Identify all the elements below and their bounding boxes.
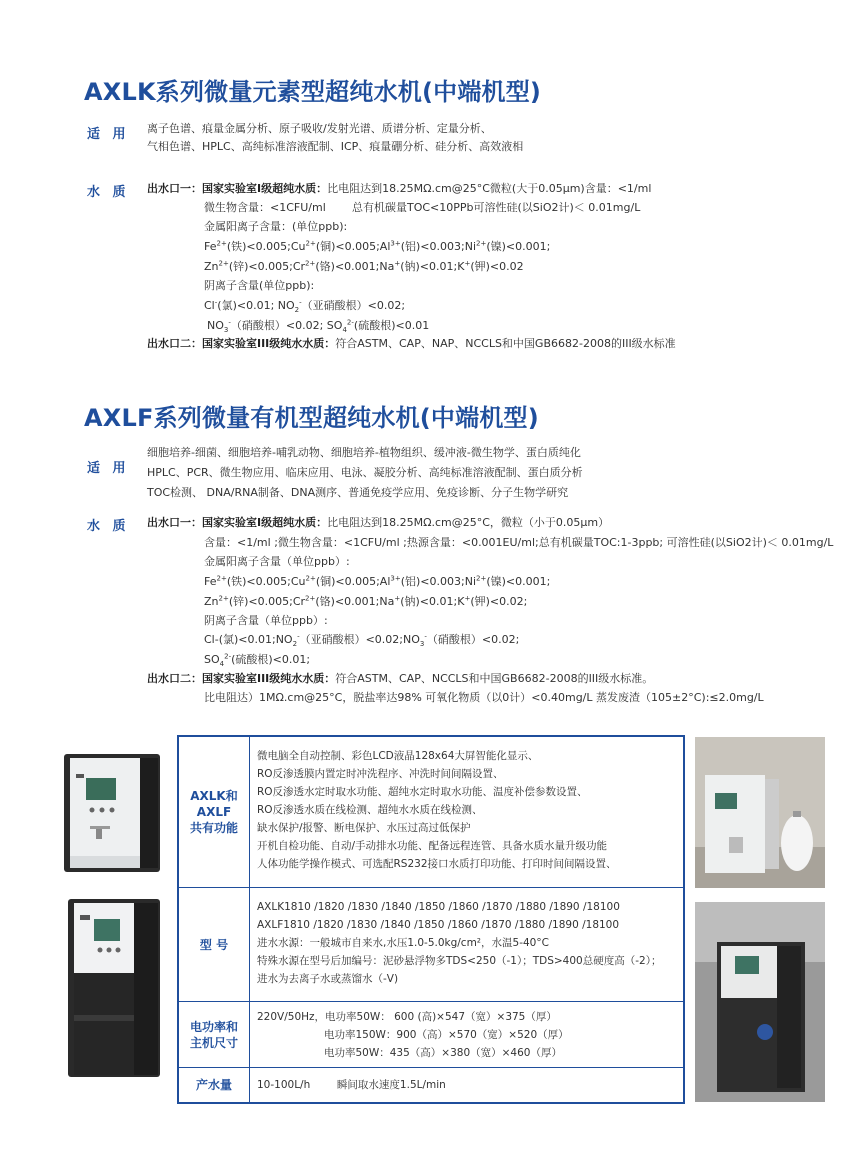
model-line: AXLF1810 /1820 /1830 /1840 /1850 /1860 /1870 /1880 /1890 /18100 bbox=[257, 919, 620, 931]
s1-outlet2 bbox=[147, 335, 676, 353]
installation-photo-top bbox=[695, 737, 825, 888]
s2-outlet2-text: 符合ASTM、CAP、NCCLS和中国GB6682-2008的III级水标准。 bbox=[335, 672, 654, 685]
installation-photo-bottom bbox=[695, 902, 825, 1102]
feature-line: 开机自检功能、自动/手动排水功能、配备远程连管、具备水质水量升级功能 bbox=[257, 840, 608, 852]
product-photo-large bbox=[62, 895, 168, 1080]
power-line: 电功率150W：900（高）×570（宽）×520（厚） bbox=[324, 1029, 569, 1041]
s1-apply-line-1: 离子色谱、痕量金属分析、原子吸收/发射光谱、质谱分析、定量分析、 bbox=[147, 122, 492, 135]
model-line: AXLK1810 /1820 /1830 /1840 /1850 /1860 /1870 /1880 /1890 /18100 bbox=[257, 901, 620, 913]
feature-line: 缺水保护/报警、断电保护、水压过高过低保护 bbox=[257, 822, 471, 834]
feature-line: 人体功能学操作模式、可选配RS232接口水质打印功能、打印时间间隔设置、 bbox=[257, 858, 617, 870]
feature-line: RO反渗透水质在线检测、超纯水水质在线检测、 bbox=[257, 804, 483, 816]
output-row bbox=[179, 1068, 683, 1102]
s2-metal-line-1: $Fe^{2+}$(铁)$<0.005;Cu^{2+}$(铜)$<0.005;Al^{3+}$(铝)$<0.003;Ni^{2+}$(镍)<0.001; bbox=[204, 574, 551, 588]
s2-anion-title: 阴离子含量（单位ppb）: bbox=[204, 614, 328, 627]
power-line: 电功率50W：435（高）×380（宽）×460（厚） bbox=[324, 1047, 562, 1059]
s2-outlet1-text: 比电阻达到18.25MΩ.cm@25°C，微粒（小于0.05μm） bbox=[327, 516, 610, 529]
product-photo-small bbox=[62, 748, 166, 878]
s1-outlet1 bbox=[147, 180, 651, 198]
features-label-line-3: 共有功能 bbox=[189, 821, 238, 835]
s2-anion-line-1: Cl-(氯)$<0.01;NO_2^-$（亚硝酸根）$<0.02;NO_3^-$（硝酸根）<0.02; bbox=[204, 632, 520, 649]
s1-toc: 总有机碳量TOC<10PPb可溶性硅(以SiO2计)＜ 0.01mg/L bbox=[352, 201, 641, 214]
model-line: 特殊水源在型号后加编号：泥砂悬浮物多TDS<250（-1）；TDS>400总硬度高（-2）； bbox=[257, 955, 662, 967]
spec-table bbox=[177, 735, 685, 1104]
features-label bbox=[179, 737, 250, 887]
s2-outlet1-label: 出水口一：国家实验室Ⅰ级超纯水质： bbox=[147, 516, 328, 529]
s2-apply-line-1: 细胞培养-细菌、细胞培养-哺乳动物、细胞培养-植物组织、缓冲液-微生物学、蛋白质纯化 bbox=[147, 446, 581, 459]
model-line: 进水水源：一般城市自来水,水压1.0-5.0kg/cm²，水温5-40°C bbox=[257, 937, 549, 949]
s2-apply-line-2: HPLC、PCR、微生物应用、临床应用、电泳、凝胶分析、高纯标准溶液配制、蛋白质分析 bbox=[147, 466, 583, 479]
features-label-line-1: AXLK和 bbox=[190, 789, 238, 803]
s1-metal-line-1: $Fe^{2+}$(铁)$<0.005;Cu^{2+}$(铜)$<0.005;Al^{3+}$(铝)$<0.003;Ni^{2+}$(镍)<0.001; bbox=[204, 239, 551, 253]
s2-anion-line-2: $SO_4^{2-}$(硫酸根)<0.01; bbox=[204, 652, 311, 669]
s1-apply-label: 适 用 bbox=[87, 127, 130, 142]
s2-outlet1 bbox=[147, 514, 609, 532]
s2-metal-line-2: $Zn^{2+}$(锌)$<0.005;Cr^{2+}$(铬)<0.001;Na+(钠)<0.01;K+(钾)<0.02; bbox=[204, 594, 528, 608]
s1-micro: 微生物含量：<1CFU/ml bbox=[204, 201, 326, 214]
s1-outlet2-label: 出水口二：国家实验室III级纯水水质： bbox=[147, 337, 336, 350]
section1-title: AXLK系列微量元素型超纯水机(中端机型) bbox=[84, 78, 542, 106]
s1-metal-line-2: $Zn^{2+}$(锌)$<0.005;Cr^{2+}$(铬)<0.001;Na+(钠)<0.01;K+(钾)<0.02 bbox=[204, 259, 524, 273]
power-label bbox=[179, 1002, 250, 1067]
s2-apply-label: 适 用 bbox=[87, 461, 130, 476]
s2-outlet2-line2: 比电阻达）1MΩ.cm@25°C，脱盐率达98% 可氧化物质（以0计）<0.40mg/L 蒸发废渣（105±2°C):≤2.0mg/L bbox=[204, 691, 764, 704]
features-label-line-2: AXLF bbox=[196, 805, 232, 819]
section2-title: AXLF系列微量有机型超纯水机(中端机型) bbox=[84, 404, 539, 432]
power-row bbox=[179, 1002, 683, 1068]
s1-outlet2-text: 符合ASTM、CAP、NAP、NCCLS和中国GB6682-2008的III级水标准 bbox=[335, 337, 676, 350]
feature-line: 微电脑全自动控制、彩色LCD液晶128x64大屏智能化显示、 bbox=[257, 750, 539, 762]
output-label: 产水量 bbox=[179, 1068, 250, 1102]
features-row bbox=[179, 737, 683, 888]
model-label: 型 号 bbox=[179, 888, 250, 1001]
output-text: 10-100L/h 瞬间取水速度1.5L/min bbox=[257, 1079, 446, 1091]
s2-content-line: 含量：<1/ml ;微生物含量：<1CFU/ml ;热源含量：<0.001EU/ml;总有机碳量TOC:1-3ppb; 可溶性硅(以SiO2计)＜ 0.01mg/L bbox=[204, 536, 834, 549]
s2-quality-label: 水 质 bbox=[87, 519, 130, 534]
s1-apply-line-2: 气相色谱、HPLC、高纯标准溶液配制、ICP、痕量硼分析、硅分析、高效液相 bbox=[147, 140, 524, 153]
model-line: 进水为去离子水或蒸馏水（-V) bbox=[257, 973, 399, 985]
s2-apply-line-3: TOC检测、 DNA/RNA制备、DNA测序、普通免疫学应用、免疫诊断、分子生物学研究 bbox=[147, 486, 569, 499]
s1-anion-line-2: $NO_3^-$（硝酸根）<0.02; $SO_4^{2-}$(硫酸根)<0.01 bbox=[207, 318, 430, 335]
s1-anion-title: 阴离子含量(单位ppb): bbox=[204, 279, 315, 292]
s1-outlet1-text: 比电阻达到18.25MΩ.cm@25°C微粒(大于0.05μm)含量：<1/ml bbox=[327, 182, 652, 195]
s2-metal-title: 金属阳离子含量（单位ppb）: bbox=[204, 555, 350, 568]
s1-outlet1-label: 出水口一：国家实验室Ⅰ级超纯水质： bbox=[147, 182, 328, 195]
feature-line: RO反渗透膜内置定时冲洗程序、冲洗时间间隔设置、 bbox=[257, 768, 504, 780]
s1-anion-line-1: Cl-(氯)<0.01; $NO_2^-$（亚硝酸根）<0.02; bbox=[204, 298, 406, 315]
model-row bbox=[179, 888, 683, 1002]
s1-metal-title: 金属阳离子含量：(单位ppb): bbox=[204, 220, 348, 233]
s2-outlet2 bbox=[147, 670, 653, 688]
s1-quality-label: 水 质 bbox=[87, 185, 130, 200]
power-label-line-1: 电功率和 bbox=[189, 1019, 238, 1034]
power-label-line-2: 主机尺寸 bbox=[189, 1035, 238, 1050]
s2-outlet2-label: 出水口二：国家实验室III级纯水水质： bbox=[147, 672, 336, 685]
power-line: 220V/50Hz，电功率50W： 600 (高)×547（宽）×375（厚） bbox=[257, 1011, 557, 1023]
feature-line: RO反渗透水定时取水功能、超纯水定时取水功能、温度补偿参数设置、 bbox=[257, 786, 588, 798]
